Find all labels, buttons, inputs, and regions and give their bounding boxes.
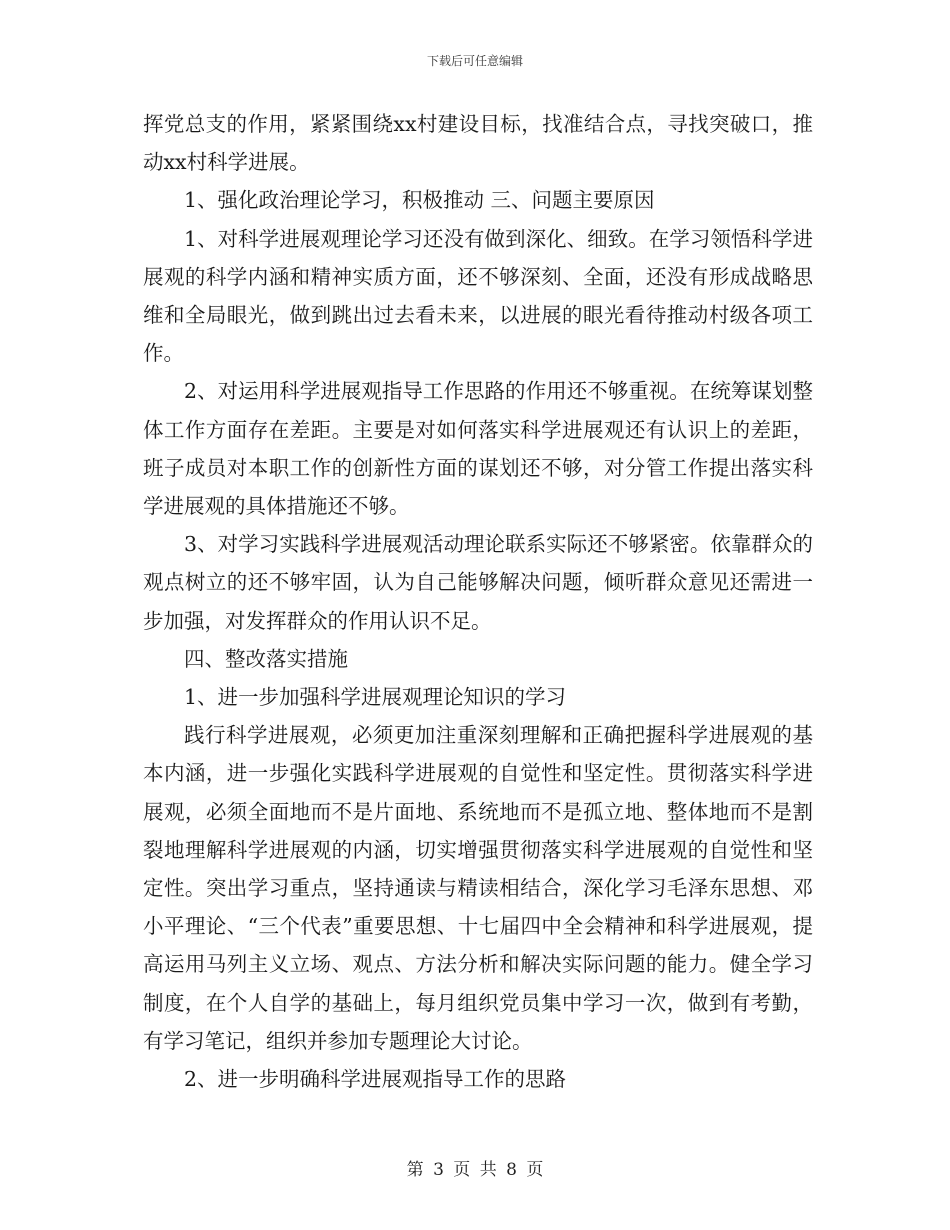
paragraph: 2、对运用科学进展观指导工作思路的作用还不够重视。在统筹谋划整体工作方面存在差距。主要是对如何落实科学进展观还有认识上的差距，班子成员对本职工作的创新性方面的谋划还不够，对分管工作提出落实科学进展观的具体措施还不够。: [143, 379, 813, 519]
paragraph: 1、强化政治理论学习，积极推动 三、问题主要原因: [184, 188, 655, 213]
paragraph: 践行科学进展观，必须更加注重深刻理解和正确把握科学进展观的基本内涵，进一步强化实践科学进展观的自觉性和坚定性。贯彻落实科学进展观，必须全面地而不是片面地、系统地而不是孤立地、整体地而不是割裂地理解科学进展观的内涵，切实增强贯彻落实科学进展观的自觉性和坚定性。突出学习重点，坚持通读与精读相结合，深化学习毛泽东思想、邓小平理论、“三个代表”重要思想、十七届四中全会精神和科学进展观，提高运用马列主义立场、观点、方法分析和解决实际问题的能力。健全学习制度，在个人自学的基础上，每月组织党员集中学习一次，做到有考勤，有学习笔记，组织并参加专题理论大讨论。: [143, 723, 813, 1053]
paragraph: 挥党总支的作用，紧紧围绕xx村建设目标，找准结合点，寻找突破口，推动xx村科学进展。: [143, 112, 813, 175]
document-body: [143, 105, 813, 1098]
section-heading: 四、整改落实措施: [184, 646, 348, 671]
paragraph: 1、对科学进展观理论学习还没有做到深化、细致。在学习领悟科学进展观的科学内涵和精神实质方面，还不够深刻、全面，还没有形成战略思维和全局眼光，做到跳出过去看未来，以进展的眼光看待推动村级各项工作。: [143, 226, 813, 366]
page-footer: 第 3 页 共 8 页: [406, 1160, 544, 1180]
paragraph: 3、对学习实践科学进展观活动理论联系实际还不够紧密。依靠群众的观点树立的还不够牢固，认为自己能够解决问题，倾听群众意见还需进一步加强，对发挥群众的作用认识不足。: [143, 532, 813, 633]
subsection-heading: 1、进一步加强科学进展观理论知识的学习: [184, 685, 567, 710]
page-header: 下载后可任意编辑: [426, 54, 523, 68]
subsection-heading: 2、进一步明确科学进展观指导工作的思路: [184, 1067, 567, 1092]
